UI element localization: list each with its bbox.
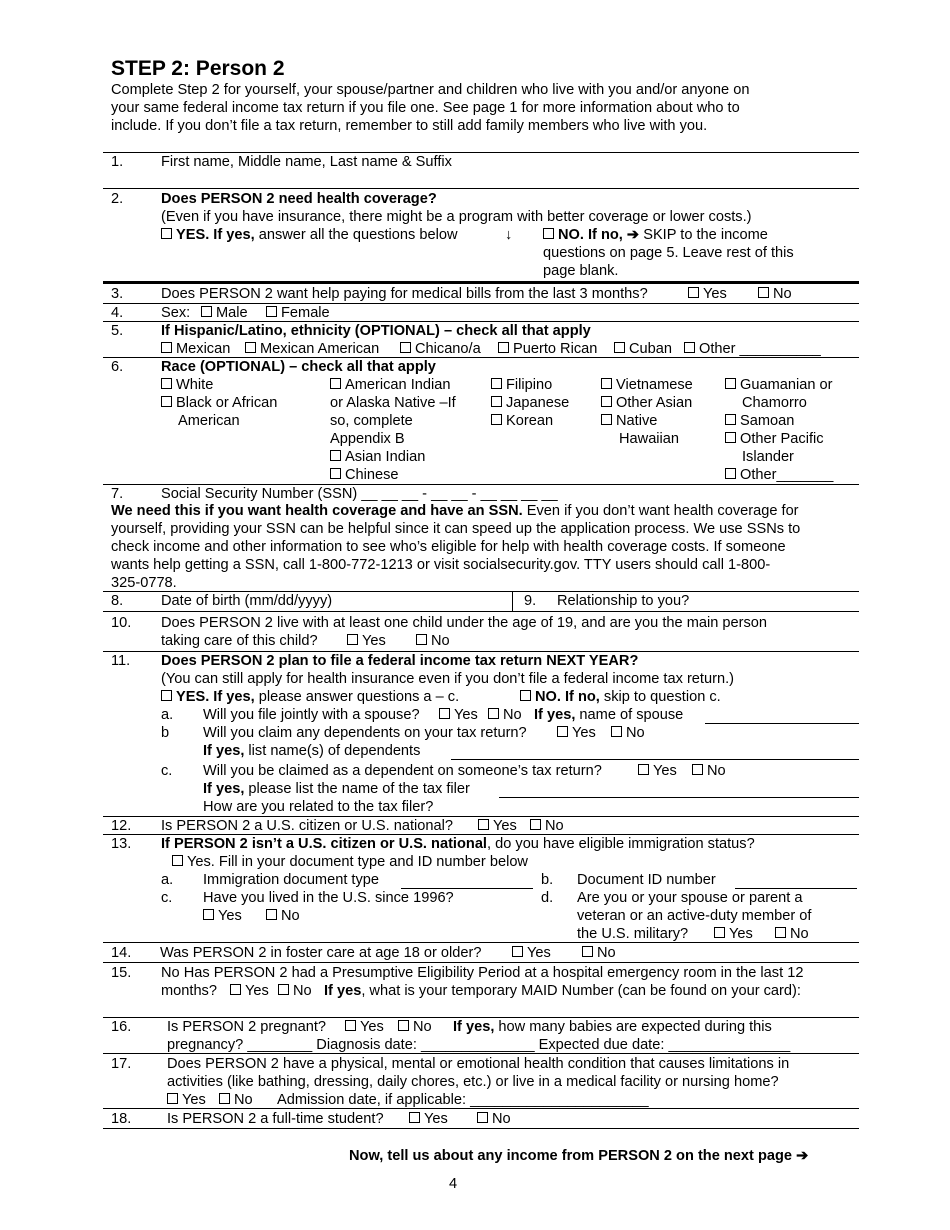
race-chinese[interactable]: Chinese bbox=[330, 466, 399, 484]
q13d-yes[interactable]: Yes bbox=[714, 925, 753, 943]
q11c-ifyes: If yes, please list the name of the tax filer bbox=[203, 781, 470, 797]
q13a-label: a. bbox=[161, 872, 174, 888]
q2-number: 2. bbox=[111, 191, 124, 207]
race-asian-indian[interactable]: Asian Indian bbox=[330, 448, 425, 466]
q17-no[interactable]: No bbox=[219, 1091, 253, 1109]
q12-number: 12. bbox=[111, 818, 132, 834]
q3-no[interactable]: No bbox=[758, 285, 792, 303]
checkbox[interactable] bbox=[601, 414, 612, 425]
checkbox[interactable] bbox=[161, 228, 172, 239]
q11-no-option[interactable]: NO. If no, skip to question c. bbox=[520, 688, 721, 706]
q2-no-text: page blank. bbox=[543, 263, 619, 279]
q11b-label: b bbox=[161, 725, 170, 741]
divider bbox=[103, 281, 859, 284]
q15-text: months? bbox=[161, 983, 217, 999]
checkbox[interactable] bbox=[725, 414, 736, 425]
checkbox[interactable] bbox=[488, 708, 499, 719]
q13d-text: veteran or an active-duty member of bbox=[577, 908, 812, 924]
q13-number: 13. bbox=[111, 836, 132, 852]
checkbox[interactable] bbox=[161, 690, 172, 701]
q2-no-option[interactable]: NO. If no, ➔ SKIP to the income bbox=[543, 226, 768, 244]
q13-yes-option[interactable]: Yes. Fill in your document type and ID number below bbox=[172, 853, 528, 871]
q15-number: 15. bbox=[111, 965, 132, 981]
checkbox[interactable] bbox=[557, 726, 568, 737]
checkbox[interactable] bbox=[520, 690, 531, 701]
checkbox[interactable] bbox=[491, 378, 502, 389]
q7-number: 7. bbox=[111, 486, 124, 502]
q14-no[interactable]: No bbox=[582, 944, 616, 962]
q11c-relation: How are you related to the tax filer? bbox=[203, 799, 434, 815]
q5-option-chicano[interactable]: Chicano/a bbox=[400, 340, 481, 358]
dependents-line[interactable] bbox=[451, 759, 859, 760]
q11-title: Does PERSON 2 plan to file a federal income tax return NEXT YEAR? bbox=[161, 653, 639, 669]
q10-text: Does PERSON 2 live with at least one child under the age of 19, and are you the main person bbox=[161, 615, 767, 631]
q7-text: yourself, providing your SSN can be helpful since it can speed up the application process. We use SSNs to bbox=[111, 521, 801, 537]
q15-text: No Has PERSON 2 had a Presumptive Eligibility Period at a hospital emergency room in the last 12 bbox=[161, 965, 804, 981]
divider bbox=[103, 188, 859, 189]
divider bbox=[103, 1128, 859, 1129]
q11c-text: Will you be claimed as a dependent on someone’s tax return? bbox=[203, 763, 602, 779]
q13b-label: b. bbox=[541, 872, 554, 888]
checkbox[interactable] bbox=[530, 819, 541, 830]
race-american-indian[interactable]: American Indian bbox=[330, 376, 450, 394]
checkbox[interactable] bbox=[201, 306, 212, 317]
q5-option-mexican[interactable]: Mexican bbox=[161, 340, 230, 358]
ssn-field[interactable]: Social Security Number (SSN) __ __ __ - __ __ - __ __ __ __ bbox=[161, 486, 558, 502]
q13b-text: Document ID number bbox=[577, 872, 716, 888]
divider bbox=[103, 962, 859, 963]
q10-text: taking care of this child? bbox=[161, 633, 318, 649]
q6-title: Race (OPTIONAL) – check all that apply bbox=[161, 359, 436, 375]
checkbox[interactable] bbox=[758, 287, 769, 298]
checkbox[interactable] bbox=[330, 468, 341, 479]
checkbox[interactable] bbox=[601, 396, 612, 407]
checkbox[interactable] bbox=[347, 634, 358, 645]
q5-option-puerto-rican[interactable]: Puerto Rican bbox=[498, 340, 597, 358]
page-number: 4 bbox=[449, 1176, 458, 1192]
q13c-text: Have you lived in the U.S. since 1996? bbox=[203, 890, 454, 906]
intro-line: your same federal income tax return if you file one. See page 1 for more information about who to bbox=[111, 100, 740, 116]
q2-subtitle: (Even if you have insurance, there might be a program with better coverage or lower costs.) bbox=[161, 209, 752, 225]
q4-male[interactable]: Male bbox=[201, 304, 248, 322]
q2-title: Does PERSON 2 need health coverage? bbox=[161, 191, 437, 207]
right-arrow-icon: ➔ bbox=[626, 227, 640, 243]
race-korean[interactable]: Korean bbox=[491, 412, 553, 430]
checkbox[interactable] bbox=[330, 450, 341, 461]
checkbox[interactable] bbox=[688, 287, 699, 298]
checkbox[interactable] bbox=[409, 1112, 420, 1123]
q15-ifyes: If yes, what is your temporary MAID Number (can be found on your card): bbox=[324, 983, 801, 999]
q2-no-text: questions on page 5. Leave rest of this bbox=[543, 245, 794, 261]
checkbox[interactable] bbox=[611, 726, 622, 737]
q16-yes[interactable]: Yes bbox=[345, 1018, 384, 1036]
checkbox[interactable] bbox=[439, 708, 450, 719]
q7-text: We need this if you want health coverage and have an SSN. Even if you don’t want health coverage for bbox=[111, 503, 799, 519]
checkbox[interactable] bbox=[477, 1112, 488, 1123]
q13d-no[interactable]: No bbox=[775, 925, 809, 943]
checkbox[interactable] bbox=[245, 342, 256, 353]
race-text: Chamorro bbox=[742, 395, 807, 411]
q5-option-cuban[interactable]: Cuban bbox=[614, 340, 672, 358]
checkbox[interactable] bbox=[543, 228, 554, 239]
race-text: Hawaiian bbox=[619, 431, 680, 447]
q11b-yes[interactable]: Yes bbox=[557, 724, 596, 742]
checkbox[interactable] bbox=[601, 378, 612, 389]
race-text: or Alaska Native –If bbox=[330, 395, 456, 411]
q5-title: If Hispanic/Latino, ethnicity (OPTIONAL) – check all that apply bbox=[161, 323, 591, 339]
q13a-text: Immigration document type bbox=[203, 872, 380, 888]
q1-number: 1. bbox=[111, 154, 124, 170]
checkbox[interactable] bbox=[491, 414, 502, 425]
q11c-yes[interactable]: Yes bbox=[638, 762, 677, 780]
q7-text: 325-0778. bbox=[111, 575, 177, 591]
q1-label[interactable]: First name, Middle name, Last name & Suffix bbox=[161, 154, 452, 170]
q11a-ifyes: If yes, name of spouse bbox=[534, 707, 684, 723]
checkbox[interactable] bbox=[491, 396, 502, 407]
q11-yes-option[interactable]: YES. If yes, please answer questions a – c. bbox=[161, 688, 459, 706]
next-page-note: Now, tell us about any income from PERSON 2 on the next page ➔ bbox=[349, 1148, 809, 1164]
tax-filer-line[interactable] bbox=[499, 797, 859, 798]
q12-text: Is PERSON 2 a U.S. citizen or U.S. national? bbox=[161, 818, 453, 834]
race-white[interactable]: White bbox=[161, 376, 213, 394]
q11c-label: c. bbox=[161, 763, 173, 779]
checkbox[interactable] bbox=[266, 909, 277, 920]
q18-yes[interactable]: Yes bbox=[409, 1110, 448, 1128]
race-other-asian[interactable]: Other Asian bbox=[601, 394, 692, 412]
q17-text: Does PERSON 2 have a physical, mental or emotional health condition that causes limitations in bbox=[167, 1056, 790, 1072]
q16-dates[interactable]: pregnancy? ________ Diagnosis date: ______________ Expected due date: _______________ bbox=[167, 1037, 791, 1053]
checkbox[interactable] bbox=[172, 855, 183, 866]
checkbox[interactable] bbox=[400, 342, 411, 353]
q11b-text: Will you claim any dependents on your tax return? bbox=[203, 725, 527, 741]
race-filipino[interactable]: Filipino bbox=[491, 376, 552, 394]
checkbox[interactable] bbox=[203, 909, 214, 920]
intro-line: include. If you don’t file a tax return, remember to still add family members who live with you. bbox=[111, 118, 708, 134]
checkbox[interactable] bbox=[638, 764, 649, 775]
q5-option-other[interactable]: Other __________ bbox=[684, 340, 821, 358]
q12-no[interactable]: No bbox=[530, 817, 564, 835]
checkbox[interactable] bbox=[512, 946, 523, 957]
checkbox[interactable] bbox=[219, 1093, 230, 1104]
page-title: STEP 2: Person 2 bbox=[111, 57, 285, 80]
checkbox[interactable] bbox=[266, 306, 277, 317]
race-text: Appendix B bbox=[330, 431, 405, 447]
checkbox[interactable] bbox=[725, 432, 736, 443]
q8-number: 8. bbox=[111, 593, 124, 609]
checkbox[interactable] bbox=[725, 468, 736, 479]
race-other[interactable]: Other_______ bbox=[725, 466, 833, 484]
q13c-no[interactable]: No bbox=[266, 907, 300, 925]
q13c-yes[interactable]: Yes bbox=[203, 907, 242, 925]
checkbox[interactable] bbox=[498, 342, 509, 353]
q11a-yes[interactable]: Yes bbox=[439, 706, 478, 724]
checkbox[interactable] bbox=[725, 378, 736, 389]
q17-yes[interactable]: Yes bbox=[167, 1091, 206, 1109]
column-divider bbox=[512, 591, 513, 611]
q6-number: 6. bbox=[111, 359, 124, 375]
checkbox[interactable] bbox=[278, 984, 289, 995]
q16-ifyes: If yes, how many babies are expected during this bbox=[453, 1019, 772, 1035]
q2-yes-option[interactable]: YES. If yes, answer all the questions below bbox=[161, 226, 458, 244]
checkbox[interactable] bbox=[416, 634, 427, 645]
q13d-text: the U.S. military? bbox=[577, 926, 689, 942]
q11c-no[interactable]: No bbox=[692, 762, 726, 780]
q10-yes[interactable]: Yes bbox=[347, 632, 386, 650]
spouse-name-line[interactable] bbox=[705, 723, 859, 724]
checkbox[interactable] bbox=[684, 342, 695, 353]
checkbox[interactable] bbox=[775, 927, 786, 938]
q14-text: Was PERSON 2 in foster care at age 18 or older? bbox=[160, 945, 482, 961]
checkbox[interactable] bbox=[614, 342, 625, 353]
q3-text: Does PERSON 2 want help paying for medical bills from the last 3 months? bbox=[161, 286, 648, 302]
dob-field[interactable]: Date of birth (mm/dd/yyyy) bbox=[161, 593, 333, 609]
race-other-pacific[interactable]: Other Pacific bbox=[725, 430, 824, 448]
race-guamanian[interactable]: Guamanian or bbox=[725, 376, 832, 394]
relationship-field[interactable]: Relationship to you? bbox=[557, 593, 690, 609]
q14-number: 14. bbox=[111, 945, 132, 961]
q11b-ifyes: If yes, list name(s) of dependents bbox=[203, 743, 421, 759]
q11b-no[interactable]: No bbox=[611, 724, 645, 742]
checkbox[interactable] bbox=[478, 819, 489, 830]
q3-number: 3. bbox=[111, 286, 124, 302]
q4-number: 4. bbox=[111, 305, 124, 321]
down-arrow-icon: ↓ bbox=[505, 227, 513, 243]
q9-number: 9. bbox=[524, 593, 537, 609]
race-native-hawaiian[interactable]: Native bbox=[601, 412, 657, 430]
q12-yes[interactable]: Yes bbox=[478, 817, 517, 835]
q18-no[interactable]: No bbox=[477, 1110, 511, 1128]
checkbox[interactable] bbox=[692, 764, 703, 775]
race-vietnamese[interactable]: Vietnamese bbox=[601, 376, 693, 394]
admission-date-field[interactable]: Admission date, if applicable: ______________________ bbox=[277, 1092, 649, 1108]
q11-subtitle: (You can still apply for health insurance even if you don’t file a federal income tax return.) bbox=[161, 671, 734, 687]
intro-line: Complete Step 2 for yourself, your spouse/partner and children who live with you and/or anyone on bbox=[111, 82, 750, 98]
race-japanese[interactable]: Japanese bbox=[491, 394, 569, 412]
checkbox[interactable] bbox=[398, 1020, 409, 1031]
checkbox[interactable] bbox=[714, 927, 725, 938]
checkbox[interactable] bbox=[345, 1020, 356, 1031]
q14-yes[interactable]: Yes bbox=[512, 944, 551, 962]
q11a-label: a. bbox=[161, 707, 174, 723]
q13d-label: d. bbox=[541, 890, 554, 906]
race-text: so, complete bbox=[330, 413, 413, 429]
q10-number: 10. bbox=[111, 615, 132, 631]
checkbox[interactable] bbox=[582, 946, 593, 957]
q18-number: 18. bbox=[111, 1111, 132, 1127]
q17-number: 17. bbox=[111, 1056, 132, 1072]
q18-text: Is PERSON 2 a full-time student? bbox=[167, 1111, 384, 1127]
q11a-text: Will you file jointly with a spouse? bbox=[203, 707, 420, 723]
q15-no[interactable]: No bbox=[278, 982, 312, 1000]
q16-text: Is PERSON 2 pregnant? bbox=[167, 1019, 326, 1035]
q13-text: If PERSON 2 isn’t a U.S. citizen or U.S. national, do you have eligible immigration status? bbox=[161, 836, 755, 852]
q15-yes[interactable]: Yes bbox=[230, 982, 269, 1000]
q16-no[interactable]: No bbox=[398, 1018, 432, 1036]
race-text: American bbox=[178, 413, 240, 429]
checkbox[interactable] bbox=[230, 984, 241, 995]
q4-female[interactable]: Female bbox=[266, 304, 330, 322]
checkbox[interactable] bbox=[161, 378, 172, 389]
q13c-label: c. bbox=[161, 890, 173, 906]
race-text: Islander bbox=[742, 449, 794, 465]
q11-number: 11. bbox=[111, 653, 131, 669]
q13d-text: Are you or your spouse or parent a bbox=[577, 890, 803, 906]
q10-no[interactable]: No bbox=[416, 632, 450, 650]
q3-yes[interactable]: Yes bbox=[688, 285, 727, 303]
checkbox[interactable] bbox=[167, 1093, 178, 1104]
q4-label: Sex: bbox=[161, 305, 191, 321]
q7-text: wants help getting a SSN, call 1-800-772-1213 or visit socialsecurity.gov. TTY users should call 1-800- bbox=[111, 557, 771, 573]
divider bbox=[103, 611, 859, 612]
q16-number: 16. bbox=[111, 1019, 132, 1035]
checkbox[interactable] bbox=[330, 378, 341, 389]
checkbox[interactable] bbox=[161, 396, 172, 407]
race-samoan[interactable]: Samoan bbox=[725, 412, 794, 430]
q11a-no[interactable]: No bbox=[488, 706, 522, 724]
checkbox[interactable] bbox=[161, 342, 172, 353]
q5-option-mexican-american[interactable]: Mexican American bbox=[245, 340, 379, 358]
race-black[interactable]: Black or African bbox=[161, 394, 277, 412]
q5-number: 5. bbox=[111, 323, 124, 339]
q7-text: check income and other information to see who’s eligible for help with health coverage costs. If someone bbox=[111, 539, 786, 555]
q17-text: activities (like bathing, dressing, daily chores, etc.) or live in a medical facility or nursing home? bbox=[167, 1074, 779, 1090]
